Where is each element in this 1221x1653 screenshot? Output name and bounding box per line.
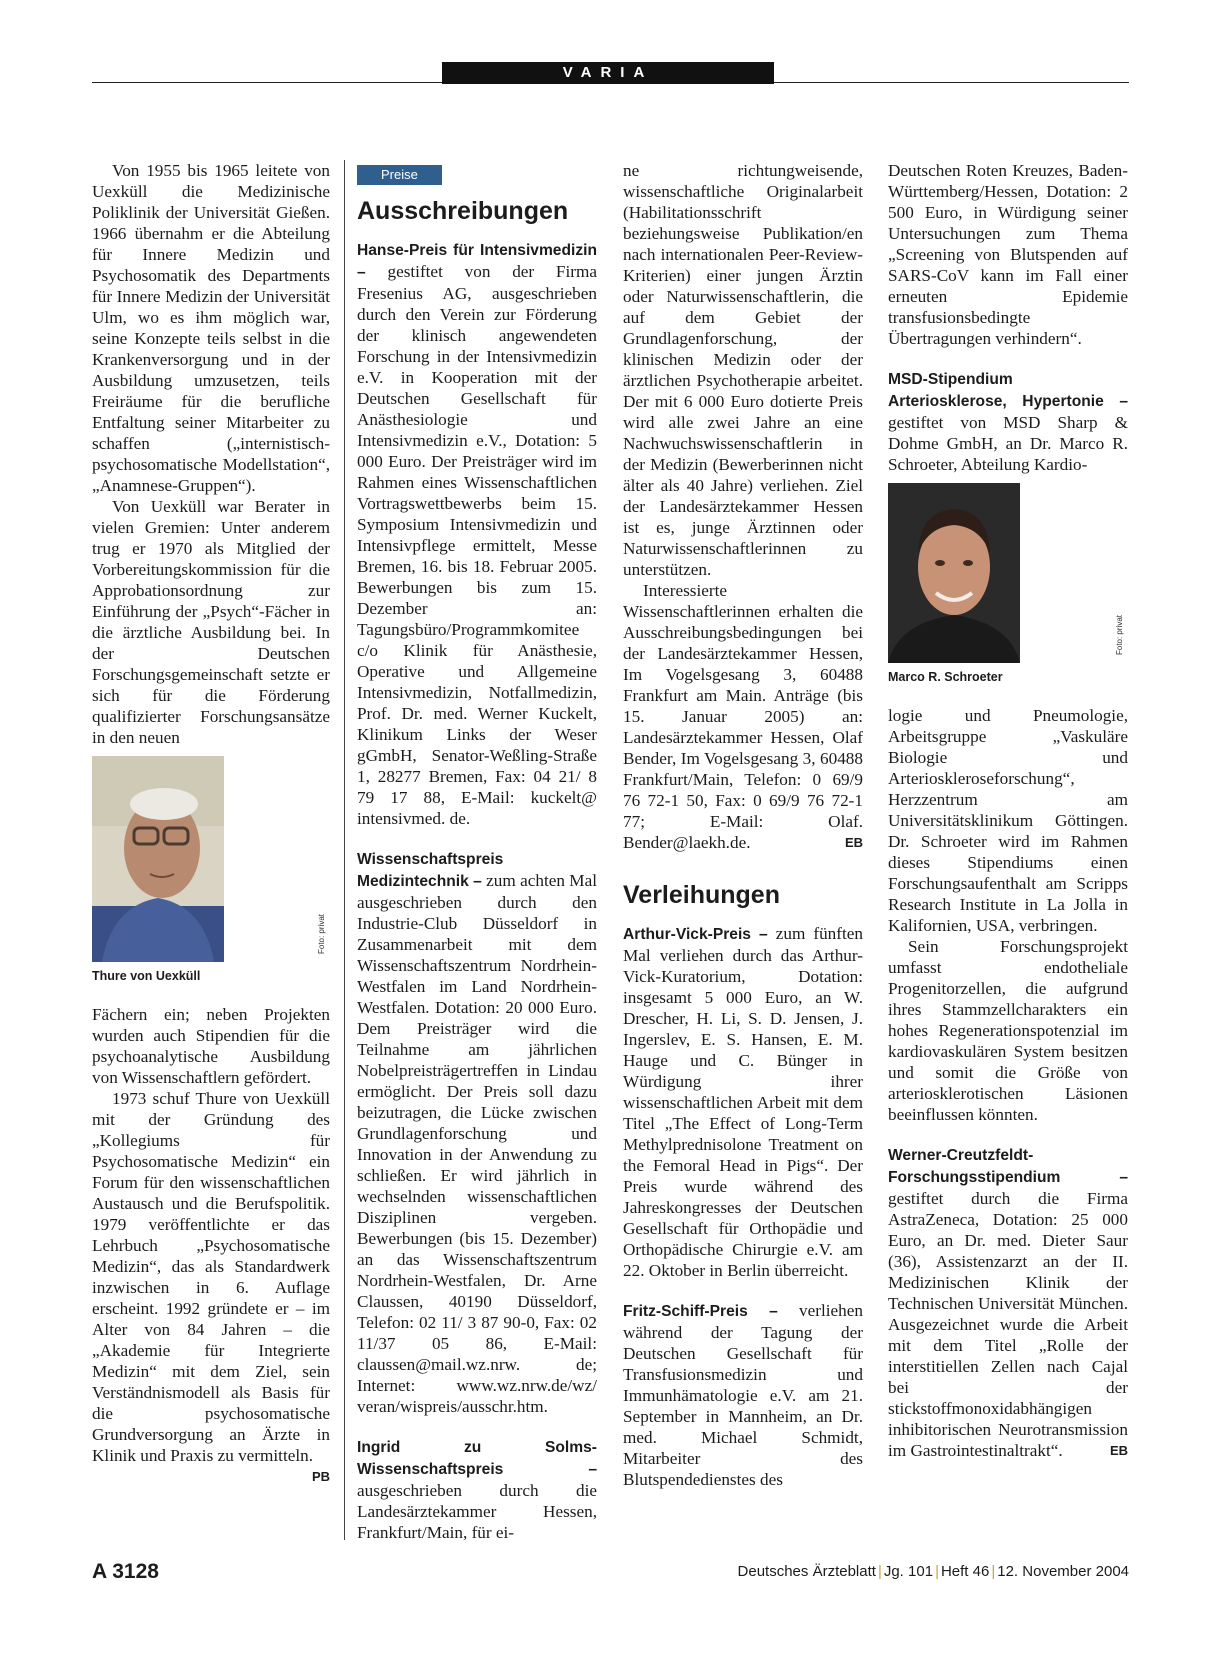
author-signature: EB [844,835,863,850]
journal-volume: Jg. 101 [883,1563,934,1580]
paragraph: Sein Forschungsprojekt umfasst endotheliale Progenitorzellen, die aufgrund ihres Stammzellcharakters ein hohes Regenerationspotenzial im kardiovaskulären System besitzen und somit die Größe von arteriosklerotischen Läsionen beeinflussen könnten. [888,937,1128,1124]
prize-entry [357,848,597,1417]
category-tag: Preise [357,165,442,185]
separator: | [935,1563,939,1580]
prize-name: Wissenschaftspreis Medizintechnik – [357,851,504,890]
journal-footer [738,1563,1129,1580]
separator: | [991,1563,996,1580]
prize-entry [623,1300,863,1490]
portrait-photo-schroeter [888,483,1128,663]
prize-entry [888,368,1128,475]
paragraph: Fächern ein; neben Projekten wurden auch Stipendien für die psychoanalytische Ausbildung von Wissenschaftlern gefördert. [92,1005,330,1087]
journal-name: Deutsches Ärzteblatt [737,1563,876,1580]
prize-text: zum fünften Mal verliehen durch das Arthur-Vick-Kuratorium, Dotation: insgesamt 5 000 Euro, an W. Drescher, H. Li, S. D. Jensen, J. Ingerslev, E. S. Hansen, E. M. Hauge und C. Bünger in Würdigung ihrer wissenschaftlichen Arbeit mit dem Titel „The Effect of Long-Term Methylprednisolone Treatment on the Femoral Head in Pigs“. Der Preis wurde während des Jahreskongresses der Deutschen Gesellschaft für Orthopädie und Orthopädische Chirurgie e.V. am 22. Oktober in Berlin überreicht. [623,924,863,1280]
paragraph: Von Uexküll war Berater in vielen Gremien: Unter anderem trug er 1970 als Mitglied der Vorbereitungskommission für die Approbationsordnung zur Einführung der „Psych“-Fächer in die ärztliche Ausbildung bei. In der Deutschen Forschungsgemeinschaft setzte er sich für die Förderung qualifizierter Forschungsansätze in den neuen [92,497,330,747]
prize-entry [888,1144,1128,1461]
paragraph: Deutschen Roten Kreuzes, Baden-Württemberg/Hessen, Dotation: 2 500 Euro, in Würdigung seiner Untersuchungen zum Thema „Screening von Blutspenden auf SARS-CoV kann im Fall einer erneuten Epidemie transfusionsbedingte Übertragungen verhindern“. [888,161,1128,348]
prize-name: Werner-Creutzfeldt-Forschungsstipendium – [888,1147,1128,1186]
column-3 [623,160,863,1490]
prize-text: gestiftet von der Firma Fresenius AG, ausgeschrieben durch den Verein zur Förderung der klinisch angewendeten Forschung in der Intensivmedizin e.V. in Kooperation mit der Deutschen Gesellschaft für Anästhesiologie und Intensivmedizin e.V., Dotation: 5 000 Euro. Der Preisträger wird im Rahmen eines Wissenschaftlichen Vortragswettbewerbs beim 15. Symposium Intensivmedizin und Intensivpflege ermittelt, Messe Bremen, 16. bis 18. Februar 2005. Bewerbungen bis zum 15. Dezember an: Tagungsbüro/Programmkomitee c/o Klinik für Anästhesie, Operative und Allgemeine Intensivmedizin, Notfallmedizin, Prof. Dr. med. Werner Kuckelt, Klinikum Links der Weser gGmbH, Senator-Weßling-Straße 1, 28277 Bremen, Fax: 04 21/ 8 79 17 88, E-Mail: kuckelt@ intensivmed. de. [357,262,597,828]
prize-text: gestiftet durch die Firma AstraZeneca, Dotation: 25 000 Euro, an Dr. med. Dieter Saur (36), Assistenzarzt an der II. Medizinischen Klinik der Technischen Universität München. Ausgezeichnet wurde die Arbeit mit dem Titel „Rolle der interstitiellen Zellen nach Cajal bei der stickstoffmonoxidabhängigen inhibitorischen Neurotransmission im Gastrointestinaltrakt“. [888,1189,1128,1460]
column-4 [888,160,1128,1461]
portrait-image [888,483,1020,663]
paragraph [92,1088,330,1484]
paragraph [623,580,863,853]
prize-text: zum achten Mal ausgeschrieben durch den Industrie-Club Düsseldorf in Zusammenarbeit mit dem Wissenschaftszentrum Nordrhein-Westfalen im Land Nordrhein-Westfalen. Dotation: 20 000 Euro. Dem Preisträger wird die Teilnahme am jährlichen Nobelpreisträgertreffen in Lindau ermöglicht. Der Preis soll dazu beizutragen, die Lücke zwischen Grundlagenforschung und Innovation in der Anwendung zu schließen. Er wird jährlich in wechselnden wissenschaftlichen Disziplinen vergeben. Bewerbungen (bis 15. Dezember) an das Wissenschaftszentrum Nordrhein-Westfalen, Dr. Arne Claussen, 40190 Düsseldorf, Telefon: 02 11/ 3 87 90-0, Fax: 02 11/37 05 86, E-Mail: claussen@mail.wz.nrw. de; Internet: www.wz.nrw.de/wz/ veran/wispreis/ausschr.htm. [357,871,597,1416]
prize-entry [357,1436,597,1543]
column-1 [92,160,330,1487]
paragraph-text: 1973 schuf Thure von Uexküll mit der Gründung des „Kollegiums für Psychosomatische Medizin“ ein Forum für den wissenschaftlichen Austausch und die Berufspolitik. 1979 veröffentlichte er das Lehrbuch „Psychosomatische Medizin“, das als Standardwerk inzwischen in 6. Auflage erscheint. 1992 gründete er – im Alter von 84 Jahren – die „Akademie für Integrierte Medizin“ mit dem Ziel, sein Verständnismodell als Basis für die psychosomatische Grundversorgung an Ärzte in Klinik und Praxis zu vermitteln. [92,1089,330,1465]
prize-name: MSD-Stipendium Arteriosklerose, Hypertonie – [888,371,1128,410]
portrait-image [92,756,224,962]
prize-text: verliehen während der Tagung der Deutschen Gesellschaft für Transfusionsmedizin und Immunhämatologie e.V. am 21. September in Mannheim, an Dr. med. Michael Schmidt, Mitarbeiter des Blutspendedienstes des [623,1301,863,1489]
prize-name: Fritz-Schiff-Preis – [623,1303,778,1320]
paragraph: ne richtungweisende, wissenschaftliche Originalarbeit (Habilitationsschrift beziehungsweise Publikation/en nach internationalen Peer-Review-Kriterien) einer jungen Ärztin oder Naturwissenschaftlerin, die auf dem Gebiet der Grundlagenforschung, der klinischen Medizin oder der ärztlichen Psychotherapie arbeitet. Der mit 6 000 Euro dotierte Preis wird alle zwei Jahre an eine Nachwuchswissenschaftlerin in der Medizin (Bewerberinnen nicht älter als 40 Jahre) verliehen. Ziel der Landesärztekammer Hessen ist es, junge Ärztinnen oder Naturwissenschaftlerinnen zu unterstützen. [623,161,863,579]
photo-caption: Marco R. Schroeter [888,670,1003,684]
author-signature: EB [1109,1443,1128,1458]
photo-credit: Foto: privat [1115,614,1124,655]
journal-issue: Heft 46 [940,1563,990,1580]
prize-text: gestiftet von MSD Sharp & Dohme GmbH, an Dr. Marco R. Schroeter, Abteilung Kardio- [888,413,1128,474]
page-number: A 3128 [92,1560,159,1583]
section-header: VARIA [442,62,774,84]
author-signature: PB [311,1469,330,1484]
section-title: Verleihungen [623,881,780,909]
photo-credit: Foto: privat [317,913,326,954]
column-2 [357,160,597,1543]
prize-name: Ingrid zu Solms-Wissenschaftspreis – [357,1439,597,1478]
prize-entry [357,239,597,829]
paragraph: Von 1955 bis 1965 leitete von Uexküll die Medizinische Poliklinik der Universität Gießen. 1966 übernahm er die Abteilung für Innere Medizin und Psychosomatik des Departments für Innere Medizin der Universität Ulm, wo es ihm möglich war, seine Konzepte teils selbst in die Krankenversorgung und in der Ausbildung umzusetzen, teils Freiräume für die berufliche Entfaltung seiner Mitarbeiter zu schaffen („internistisch-psychosomatische Modellstation“, „Anamnese-Gruppen“). [92,161,330,495]
paragraph-text: Interessierte Wissenschaftlerinnen erhalten die Ausschreibungsbedingungen bei der Landesärztekammer Hessen, Im Vogelsgesang 3, 60488 Frankfurt am Main. Anträge (bis 15. Januar 2005) an: Landesärztekammer Hessen, Olaf Bender, Im Vogelsgesang 3, 60488 Frankfurt/Main, Telefon: 0 69/9 76 72-1 50, Fax: 0 69/9 76 72-1 77; E-Mail: Olaf. Bender@laekh.de. [623,581,863,852]
photo-caption: Thure von Uexküll [92,969,201,983]
paragraph: logie und Pneumologie, Arbeitsgruppe „Vaskuläre Biologie und Arterioskleroseforschung“, Herzzentrum am Universitätsklinikum Göttingen. Dr. Schroeter wird im Rahmen dieses Stipendiums einen Forschungsaufenthalt am Scripps Research Institute in La Jolla in Kalifornien, USA, verbringen. [888,706,1128,935]
journal-date: 12. November 2004 [997,1563,1129,1580]
prize-name: Arthur-Vick-Preis – [623,926,768,943]
prize-text: ausgeschrieben durch die Landesärztekammer Hessen, Frankfurt/Main, für ei- [357,1481,597,1542]
separator: | [877,1563,882,1580]
prize-entry [623,923,863,1281]
prize-name: Hanse-Preis für Intensivmedizin – [357,242,597,281]
column-divider [344,160,345,1540]
section-title: Ausschreibungen [357,197,569,225]
portrait-photo-uexkuell [92,756,330,962]
